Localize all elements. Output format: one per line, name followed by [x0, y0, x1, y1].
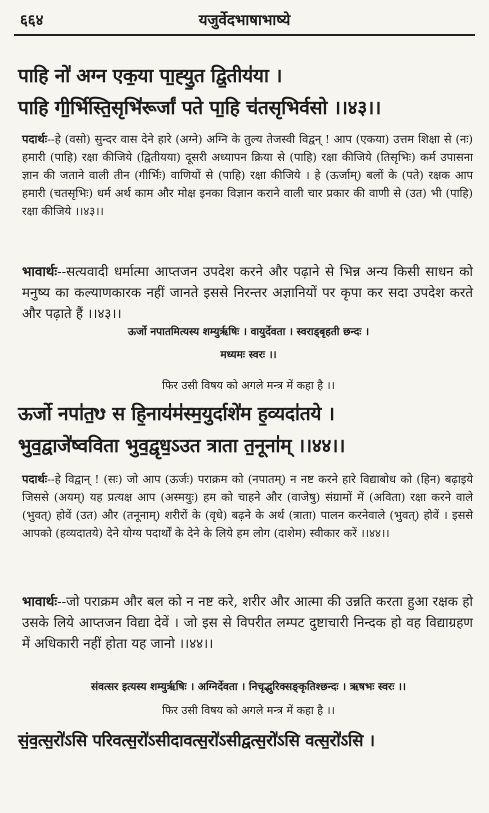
- verse-45-line-1: सं॒व॒त्स॒रो॑ऽसि परिवत्स॒रो॑ऽसीदावत्स॒रो॑ऽसीद्वत्स॒रो॑ऽसि वत्स॒रो॑ऽसि ।: [18, 731, 375, 750]
- padartha-label: पदार्थः: [22, 132, 48, 146]
- padartha-43: [22, 130, 473, 220]
- bhavartha-text: --सत्यवादी धर्मात्मा आप्तजन उपदेश करने और पढ़ाने से भिन्न अन्य किसी साधन को मनुष्य का कल्याणकारक नहीं जानते इससे निरन्तर अज्ञानियों पर कृपा कर सदा उपदेश करते और पढ़ाते हैं ।।४३।।: [22, 265, 473, 322]
- verse-44-line-2: भुव॒द्वाजे॑ष्वविता भुव॒द्वृध॒ऽउत त्राता त॒नूना॑म् ।।४४।।: [18, 435, 346, 457]
- verse-43-line-1: पाहि नो॑ अग्न एक॒या पा॒ह्यु॒त द्वि॒तीय॑या ।: [18, 65, 283, 87]
- intro-44: फिर उसी विषय को अगले मन्त्र में कहा है ।।: [162, 379, 335, 392]
- bhavartha-label: भावार्थः: [22, 594, 58, 610]
- padartha-44: [22, 470, 473, 542]
- meta-44-line-1: ऊर्जो नपातमित्यस्य शम्युर्ऋषिः । वायुर्देवता । स्वराड्बृहती छन्दः ।: [127, 326, 370, 338]
- bhavartha-label: भावार्थः: [22, 264, 58, 280]
- header-rule: [14, 34, 475, 36]
- running-title: यजुर्वेदभाषाभाष्ये: [198, 11, 291, 29]
- padartha-label: पदार्थः: [22, 472, 48, 486]
- meta-44-line-2: मध्यमः स्वरः ।।: [220, 349, 277, 361]
- intro-45: फिर उसी विषय को अगले मन्त्र में कहा है ।।: [162, 704, 335, 717]
- meta-45: संवत्सर इत्यस्य शम्युर्ऋषिः । अग्निर्देवता । निचृद्भुरिक्सङ्कृतिश्छन्दः । ऋषभः स्वरः ।।: [91, 681, 406, 693]
- padartha-text: --हे विद्वान् ! (सः) जो आप (ऊर्जः) पराक्रम को (नपातम्) न नष्ट करने हारे विद्याबोध को (हिन) बढ़ाइये जिससे (अयम्) यह प्रत्यक्ष आप (अस्मयुः) हम को चाहने और (वाजेषु) संग्रामों में (अविता) रक्षा करने वाले (भुवत्) होवें (उत) और (तनूनाम्) शरीरों के (वृधे) बढ़ने के अर्थ (त्राता) पालन करनेवाले (भुवत्) होवें । इससे आपको (हव्यदातये) देने योग्य पदार्थों के देने के लिये हम लोग (दाशेम) स्वीकार करें ।।४४।।: [22, 472, 473, 540]
- bhavartha-text: --जो पराक्रम और बल को न नष्ट करे, शरीर और आत्मा की उन्नति करता हुआ रक्षक हो उसके लिये आप्तजन विद्या देवें । जो इस से विपरीत लम्पट दुष्टाचारी निन्दक हो वह विद्याग्रहण में अधिकारी नहीं होता यह जानो ।।४४।।: [22, 595, 473, 652]
- page-header: [14, 8, 475, 34]
- padartha-text: --हे (वसो) सुन्दर वास देने हारे (अग्ने) अग्नि के तुल्य तेजस्वी विद्वन् ! आप (एकया) उत्तम शिक्षा से (नः) हमारी (पाहि) रक्षा कीजिये (द्वितीयया) दूसरी अध्यापन क्रिया से (पाहि) रक्षा कीजिये (तिसृभिः) कर्म उपासना ज्ञान की जताने वाली तीन (गीर्भिः) वाणियों से (पाहि) रक्षा कीजिये । हे (ऊर्जाम्) बलों के (पते) रक्षक आप हमारी (चतसृभिः) धर्म अर्थ काम और मोक्ष इनका विज्ञान कराने वाली चार प्रकार की वाणी से (उत) भी (पाहि) रक्षा कीजिये ।।४३।।: [22, 132, 473, 218]
- page-number: ६६४: [20, 11, 44, 29]
- verse-44-line-1: ऊर्जो नपा॑त॒ᳪ स हि॒नाय॑म॑स्म॒युर्दाशे॑म ह॒व्यदा॑तये ।: [18, 403, 335, 425]
- bhavartha-43: [22, 262, 473, 325]
- bhavartha-44: [22, 592, 473, 655]
- verse-43-line-2: पाहि गी॒र्भिस्ति॒सृभि॑रूर्जां पते पा॒हि च॑तसृभिर्वसो ।।४३।।: [18, 97, 381, 119]
